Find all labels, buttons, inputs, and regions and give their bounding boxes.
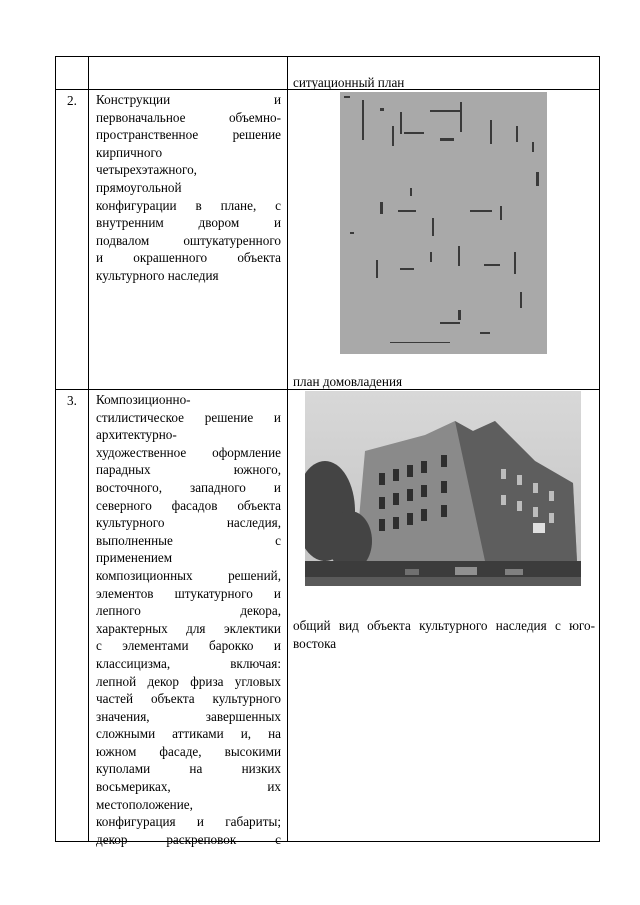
description-line: подвалом оштукатуренного (96, 232, 281, 248)
site-plan-image (340, 92, 547, 354)
description-line: художественное оформление (96, 444, 281, 460)
description-line: характерных для эклектики (96, 620, 281, 636)
description-line: куполами на низких (96, 761, 281, 777)
description-line: классицизма, включая: (96, 655, 281, 671)
table-divider-number (88, 56, 89, 842)
building-photo-image (305, 391, 581, 586)
description-line: и окрашенного объекта (96, 250, 281, 266)
description-line: восьмериках, их (96, 779, 281, 795)
description-line: первоначальное объемно- (96, 109, 281, 125)
description-line: значения, завершенных (96, 708, 281, 724)
description-line: культурного наследия, (96, 515, 281, 531)
row-3-caption: общий вид объекта культурного наследия с юго-востока (293, 618, 595, 651)
row-2-description (96, 91, 281, 285)
description-line: южном фасаде, высокими (96, 743, 281, 759)
description-line: архитектурно- (96, 427, 177, 443)
description-line: Конструкции и (96, 92, 281, 107)
description-line: местоположение, (96, 796, 193, 812)
description-line: культурного наследия (96, 267, 219, 283)
table-divider-description (287, 56, 288, 842)
table-border-left (55, 56, 56, 842)
description-line: композиционных решений, (96, 567, 281, 583)
table-border-right (599, 56, 600, 842)
description-line: четырехэтажного, (96, 162, 197, 178)
description-line: внутренним двором и (96, 215, 281, 231)
description-line: лепного декора, (96, 603, 281, 619)
description-line: северного фасадов объекта (96, 497, 281, 513)
description-line: пространственное решение (96, 127, 281, 143)
table-border-top (55, 56, 600, 57)
row-3-description (96, 391, 281, 848)
description-line: кирпичного (96, 144, 163, 160)
description-line: конфигурация и габариты; (96, 814, 281, 830)
description-line: с элементами барокко и (96, 638, 281, 654)
row-2-number: 2. (67, 93, 77, 108)
description-line: сложными аттиками и, на (96, 726, 281, 742)
description-line: лепной декор фриза угловых (96, 673, 281, 689)
description-line: конфигурации в плане, с (96, 197, 281, 213)
description-line: восточного, западного и (96, 479, 281, 495)
description-line: декор раскреповок с (96, 831, 281, 847)
description-line: стилистическое решение и (96, 409, 281, 425)
row-1-caption: ситуационный план (293, 75, 405, 90)
description-line: элементов штукатурного и (96, 585, 281, 601)
description-line: прямоугольной (96, 179, 182, 195)
row-2-caption: план домовладения (293, 374, 403, 389)
description-line: выполненные с (96, 532, 281, 548)
description-line: парадных южного, (96, 462, 281, 478)
description-line: частей объекта культурного (96, 691, 281, 707)
row-3-number: 3. (67, 393, 77, 408)
description-line: Композиционно- (96, 392, 191, 407)
description-line: применением (96, 550, 173, 566)
